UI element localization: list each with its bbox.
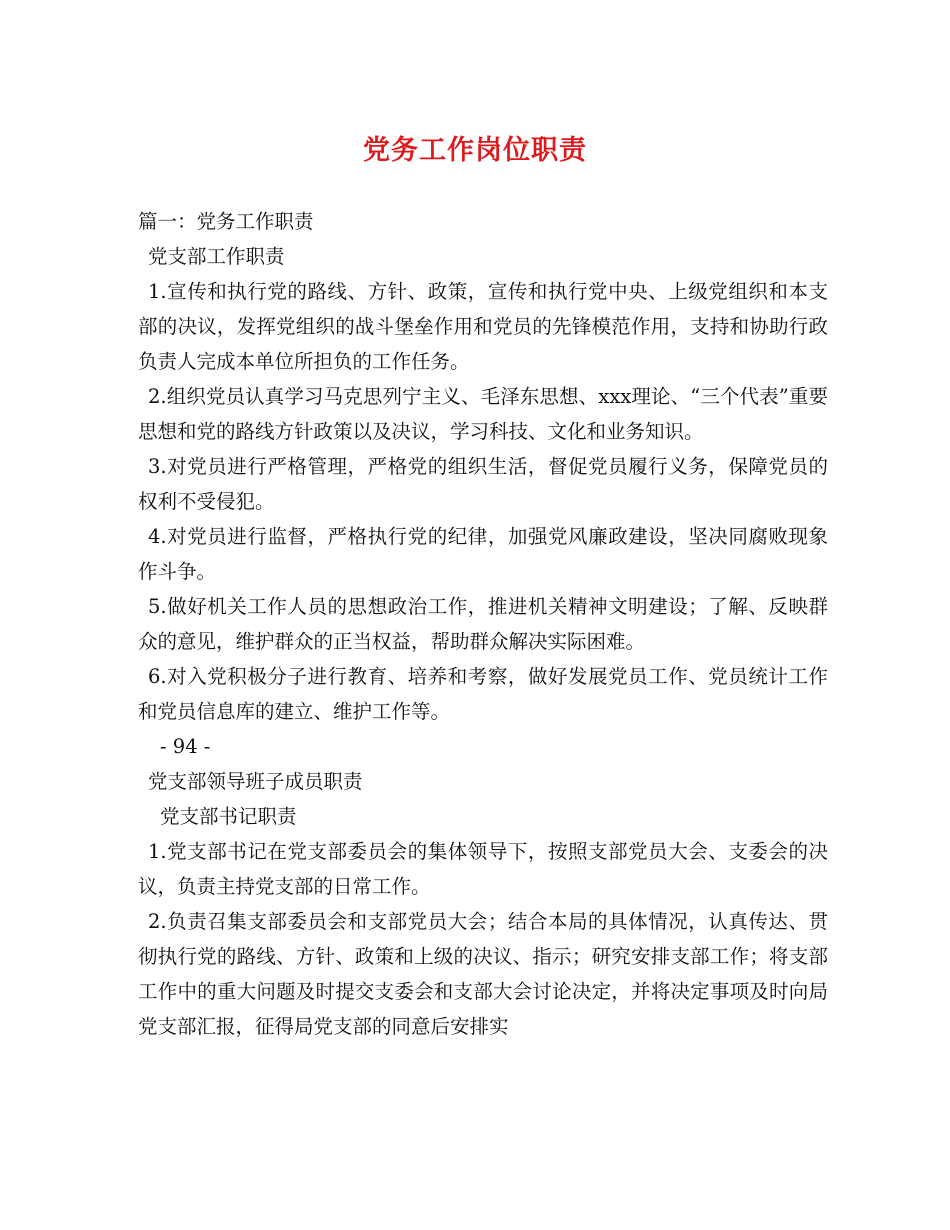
secretary-duty-paragraph: 1.党支部书记在党支部委员会的集体领导下，按照支部党员大会、支委会的决议，负责主持党支部的日常工作。 (138, 840, 828, 898)
duty-paragraph: 2.组织党员认真学习马克思列宁主义、毛泽东思想、xxx理论、“三个代表”重要思想和党的路线方针政策以及决议，学习科技、文化和业务知识。 (138, 385, 828, 443)
duty-paragraph: 6.对入党积极分子进行教育、培养和考察，做好发展党员工作、党员统计工作和党员信息库的建立、维护工作等。 (138, 665, 828, 723)
duty-paragraph: 4.对党员进行监督，严格执行党的纪律，加强党风廉政建设，坚决同腐败现象作斗争。 (138, 525, 828, 583)
subsection-heading: 党支部领导班子成员职责 (148, 770, 363, 793)
secretary-duty-paragraph: 2.负责召集支部委员会和支部党员大会；结合本局的具体情况，认真传达、贯彻执行党的路线、方针、政策和上级的决议、指示；研究安排支部工作；将支部工作中的重大问题及时提交支委会和支部大会讨论决定，并将决定事项及时向局党支部汇报，征得局党支部的同意后安排实 (138, 910, 828, 1038)
duty-paragraph: 5.做好机关工作人员的思想政治工作，推进机关精神文明建设；了解、反映群众的意见，维护群众的正当权益，帮助群众解决实际困难。 (138, 595, 828, 653)
subsection-heading: 党支部书记职责 (160, 805, 297, 828)
document-title: 党务工作岗位职责 (363, 135, 587, 166)
duty-paragraph: 3.对党员进行严格管理，严格党的组织生活，督促党员履行义务，保障党员的权利不受侵犯。 (138, 455, 828, 513)
subsection-heading: 党支部工作职责 (148, 245, 285, 268)
section-heading: 篇一：党务工作职责 (138, 210, 314, 233)
document-body (138, 204, 828, 1044)
page-number: - 94 - (160, 735, 211, 758)
duty-paragraph: 1.宣传和执行党的路线、方针、政策，宣传和执行党中央、上级党组织和本支部的决议，发挥党组织的战斗堡垒作用和党员的先锋模范作用，支持和协助行政负责人完成本单位所担负的工作任务。 (138, 280, 828, 373)
